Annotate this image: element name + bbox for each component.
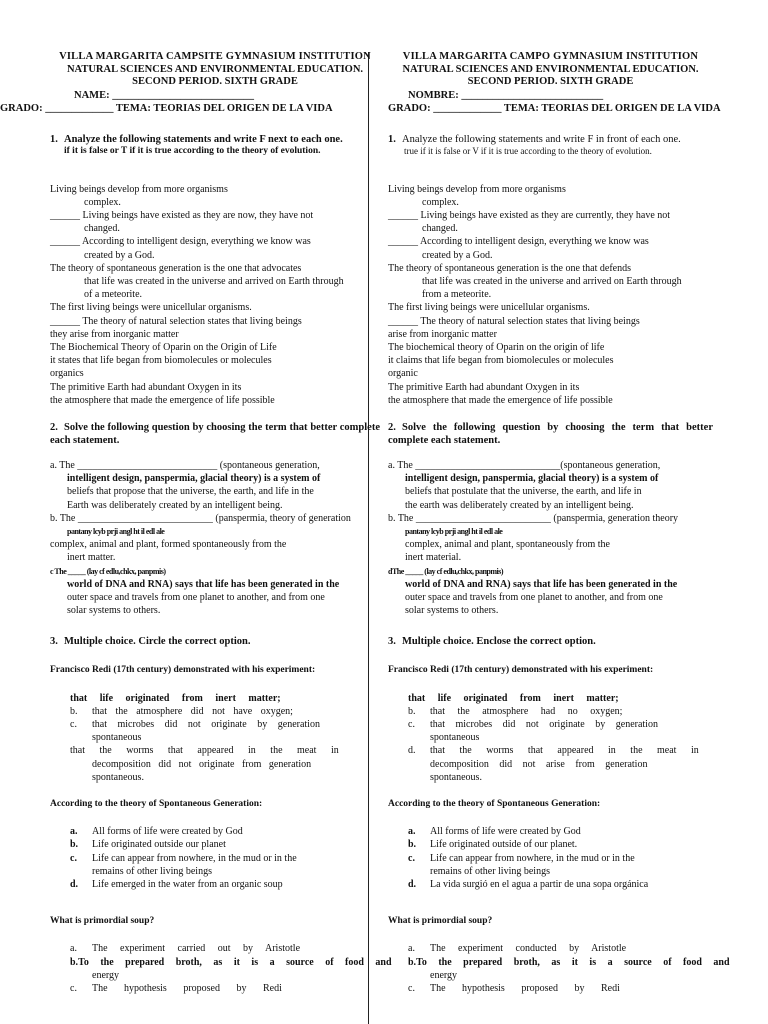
statement-line: arise from inorganic matter bbox=[388, 328, 497, 340]
option-item[interactable]: a. The experiment carried out by Aristotle bbox=[70, 943, 301, 955]
option-item: spontaneous. bbox=[430, 771, 482, 783]
option-item[interactable]: c. The hypothesis proposed by Redi bbox=[70, 983, 282, 995]
fill-line: intelligent design, panspermia, glacial theory) is a system of bbox=[67, 473, 321, 485]
option-item[interactable]: that the worms that appeared in the meat in bbox=[70, 745, 339, 757]
fill-line: beliefs that propose that the universe, the earth, and life in the bbox=[67, 486, 314, 498]
statement-line: organic bbox=[388, 368, 418, 380]
fill-line: dThe _____ (lay cf edlu,chkx, panpmis) bbox=[388, 566, 504, 576]
question-1-subtitle: true if it is false or V if it is true according to the theory of evolution. bbox=[404, 145, 652, 156]
statement-line: ______ The theory of natural selection states that living beings bbox=[50, 315, 302, 327]
option-item: spontaneous. bbox=[92, 771, 144, 783]
statement-line: created by a God. bbox=[422, 249, 493, 261]
fill-line: world of DNA and RNA) says that life has been generated in the bbox=[405, 578, 678, 590]
option-item: spontaneous bbox=[92, 732, 142, 744]
fill-line: complex, animal and plant, spontaneously from the bbox=[405, 539, 610, 551]
fill-line: beliefs that postulate that the universe, the earth, and life in bbox=[405, 486, 642, 498]
option-item[interactable]: c. that microbes did not originate by generation bbox=[408, 719, 658, 730]
question-1-items bbox=[388, 183, 713, 407]
school-name: VILLA MARGARITA CAMPSITE GYMNASIUM INSTITUTION bbox=[59, 51, 371, 62]
question-1-items bbox=[50, 183, 380, 407]
statement-line: the atmosphere that made the emergence of life possible bbox=[388, 394, 613, 406]
sg-options bbox=[50, 825, 380, 891]
grado-tema-line: GRADO: _____________ TEMA: TEORIAS DEL ORIGEN DE LA VIDA bbox=[388, 102, 721, 114]
soup-options bbox=[50, 942, 392, 995]
fill-line: outer space and travels from one planet to another, and from one bbox=[405, 591, 663, 603]
option-item: remains of other living beings bbox=[92, 865, 212, 877]
option-item[interactable]: c. Life can appear from nowhere, in the mud or in the bbox=[70, 852, 297, 864]
name-field[interactable]: NAME: ___________________________ bbox=[74, 89, 254, 101]
fill-line: c The _____ (lay cf edlu,chkx, panpmis) bbox=[50, 566, 166, 576]
statement-line: they arise from inorganic matter bbox=[50, 328, 179, 340]
statement-line: ______ The theory of natural selection states that living beings bbox=[388, 315, 640, 327]
option-item[interactable]: b. To the prepared broth, as it is a source of food and bbox=[70, 956, 392, 968]
statement-line: The primitive Earth had abundant Oxygen in its bbox=[50, 381, 242, 393]
redi-options bbox=[388, 692, 713, 784]
statement-line: The primitive Earth had abundant Oxygen in its bbox=[388, 381, 580, 393]
option-item: decomposition did not originate from generation bbox=[92, 758, 312, 770]
statement-line: complex. bbox=[422, 196, 459, 208]
statement-line: ______ Living beings have existed as they are currently, they have not bbox=[388, 209, 671, 221]
option-item: decomposition did not arise from generation bbox=[430, 758, 648, 770]
statement-line: it claims that life began from biomolecules or molecules bbox=[388, 355, 614, 367]
subject-title: NATURAL SCIENCES AND ENVIRONMENTAL EDUCATION. bbox=[66, 63, 364, 75]
option-item[interactable]: d. that the worms that appeared in the meat in bbox=[408, 745, 699, 757]
left-column bbox=[0, 0, 392, 995]
option-item[interactable]: b. that the atmosphere did not have oxygen; bbox=[70, 705, 293, 717]
question-1-subtitle: if it is false or T if it is true according to the theory of evolution. bbox=[64, 145, 321, 156]
redi-question: Francisco Redi (17th century) demonstrated with his experiment: bbox=[388, 665, 654, 676]
spontaneous-generation-question: According to the theory of Spontaneous Generation: bbox=[50, 799, 263, 810]
fill-line: inert matter. bbox=[67, 552, 116, 564]
option-item[interactable]: b. To the prepared broth, as it is a source of food and bbox=[408, 956, 730, 968]
fill-line: solar systems to others. bbox=[67, 605, 161, 617]
option-item[interactable]: a. All forms of life were created by God bbox=[408, 826, 581, 838]
statement-line: that life was created in the universe and arrived on Earth through bbox=[422, 275, 682, 287]
soup-options bbox=[388, 942, 730, 995]
option-item[interactable]: c. that microbes did not originate by generation bbox=[70, 719, 320, 730]
grado-tema-line: GRADO: _____________ TEMA: TEORIAS DEL ORIGEN DE LA VIDA bbox=[0, 102, 333, 114]
statement-line: The theory of spontaneous generation is the one that defends bbox=[388, 262, 631, 274]
option-item[interactable]: d. La vida surgió en el agua a partir de una sopa orgánica bbox=[408, 879, 649, 891]
option-item[interactable]: a. All forms of life were created by God bbox=[70, 826, 243, 838]
subject-title: NATURAL SCIENCES AND ENVIRONMENTAL EDUCATION. bbox=[402, 63, 699, 75]
option-item[interactable]: a. The experiment conducted by Aristotle bbox=[408, 943, 627, 955]
question-3-title: 3. Multiple choice. Enclose the correct option. bbox=[388, 636, 596, 648]
question-3-title: 3. Multiple choice. Circle the correct option. bbox=[50, 636, 251, 648]
statement-line: the atmosphere that made the emergence of life possible bbox=[50, 394, 275, 406]
period-grade: SECOND PERIOD. SIXTH GRADE bbox=[467, 76, 634, 87]
question-2-title: 2. Solve the following question by choosing the term that better complete each statement. bbox=[388, 421, 713, 446]
statement-line: complex. bbox=[84, 196, 121, 208]
option-item[interactable]: b. that the atmosphere had no oxygen; bbox=[408, 705, 623, 717]
statement-line: ______ Living beings have existed as they are now, they have not bbox=[50, 209, 314, 221]
fill-line: Earth was deliberately created by an intelligent being. bbox=[67, 499, 283, 511]
fill-line: world of DNA and RNA) says that life has been generated in the bbox=[67, 578, 340, 590]
fill-line: the earth was deliberately created by an intelligent being. bbox=[405, 499, 634, 511]
primordial-soup-question: What is primordial soup? bbox=[50, 916, 155, 927]
fill-line: intelligent design, panspermia, glacial theory) is a system of bbox=[405, 473, 659, 485]
statement-line: The first living beings were unicellular organisms. bbox=[50, 302, 252, 314]
spontaneous-generation-question: According to the theory of Spontaneous Generation: bbox=[388, 799, 601, 810]
fill-line: pantany lcyb prji angl ht il edl ale bbox=[67, 526, 165, 536]
option-item[interactable]: c. The hypothesis proposed by Redi bbox=[408, 983, 620, 995]
sg-options bbox=[388, 825, 713, 891]
fill-line: a. The _____________________________(spontaneous generation, bbox=[388, 459, 661, 471]
question-2-items bbox=[50, 459, 380, 617]
option-item: spontaneous bbox=[430, 732, 480, 744]
option-item[interactable]: c. Life can appear from nowhere, in the mud or in the bbox=[408, 852, 635, 864]
fill-line: a. The ____________________________ (spontaneous generation, bbox=[50, 459, 320, 471]
fill-line: complex, animal and plant, formed spontaneously from the bbox=[50, 539, 287, 551]
statement-line: The Biochemical Theory of Oparin on the Origin of Life bbox=[50, 341, 277, 353]
name-field[interactable]: NOMBRE: ___________________________ bbox=[408, 89, 604, 101]
right-column bbox=[388, 0, 730, 995]
fill-line: b. The ___________________________ (panspermia, generation theory bbox=[388, 512, 679, 524]
statement-line: changed. bbox=[84, 223, 120, 235]
option-item[interactable]: that life originated from inert matter; bbox=[70, 692, 281, 704]
statement-line: organics bbox=[50, 368, 84, 380]
statement-line: ______ According to intelligent design, everything we know was bbox=[50, 236, 311, 248]
statement-line: Living beings develop from more organisms bbox=[388, 183, 566, 195]
statement-line: Living beings develop from more organisms bbox=[50, 183, 228, 195]
statement-line: it states that life began from biomolecules or molecules bbox=[50, 355, 272, 367]
fill-line: pantany lcyb prji angl ht il edl ale bbox=[405, 526, 503, 536]
question-1-title: 1. Analyze the following statements and write F in front of each one. bbox=[388, 133, 681, 145]
statement-line: The theory of spontaneous generation is the one that advocates bbox=[50, 262, 302, 274]
option-item: remains of other living beings bbox=[430, 865, 550, 877]
statement-line: The first living beings were unicellular organisms. bbox=[388, 302, 590, 314]
option-item: energy bbox=[430, 969, 458, 981]
period-grade: SECOND PERIOD. SIXTH GRADE bbox=[132, 76, 298, 87]
statement-line: from a meteorite. bbox=[422, 289, 492, 301]
statement-line: changed. bbox=[422, 223, 458, 235]
school-name: VILLA MARGARITA CAMPO GYMNASIUM INSTITUTION bbox=[402, 51, 699, 62]
option-item[interactable]: b. Life originated outside of our planet. bbox=[408, 839, 578, 851]
fill-line: outer space and travels from one planet to another, and from one bbox=[67, 591, 325, 603]
statement-line: ______ According to intelligent design, everything we know was bbox=[388, 236, 649, 248]
redi-question: Francisco Redi (17th century) demonstrated with his experiment: bbox=[50, 665, 316, 676]
question-1-title: 1. Analyze the following statements and write F next to each one. bbox=[50, 133, 343, 145]
fill-line: inert material. bbox=[405, 552, 462, 564]
question-2-title: 2. Solve the following question by choosing the term that better complete each statement. bbox=[50, 421, 380, 446]
option-item: energy bbox=[92, 969, 120, 981]
statement-line: that life was created in the universe and arrived on Earth through bbox=[84, 275, 344, 287]
fill-line: solar systems to others. bbox=[405, 605, 499, 617]
option-item[interactable]: d. Life emerged in the water from an organic soup bbox=[70, 879, 283, 891]
option-item[interactable]: that life originated from inert matter; bbox=[408, 692, 619, 704]
option-item[interactable]: b. Life originated outside our planet bbox=[70, 839, 226, 851]
statement-line: The biochemical theory of Oparin on the origin of life bbox=[388, 341, 605, 353]
fill-line: b. The ___________________________ (panspermia, theory of generation bbox=[50, 512, 351, 524]
statement-line: of a meteorite. bbox=[84, 289, 143, 301]
question-2-items bbox=[388, 459, 713, 617]
statement-line: created by a God. bbox=[84, 249, 155, 261]
primordial-soup-question: What is primordial soup? bbox=[388, 916, 493, 927]
redi-options bbox=[50, 692, 380, 784]
